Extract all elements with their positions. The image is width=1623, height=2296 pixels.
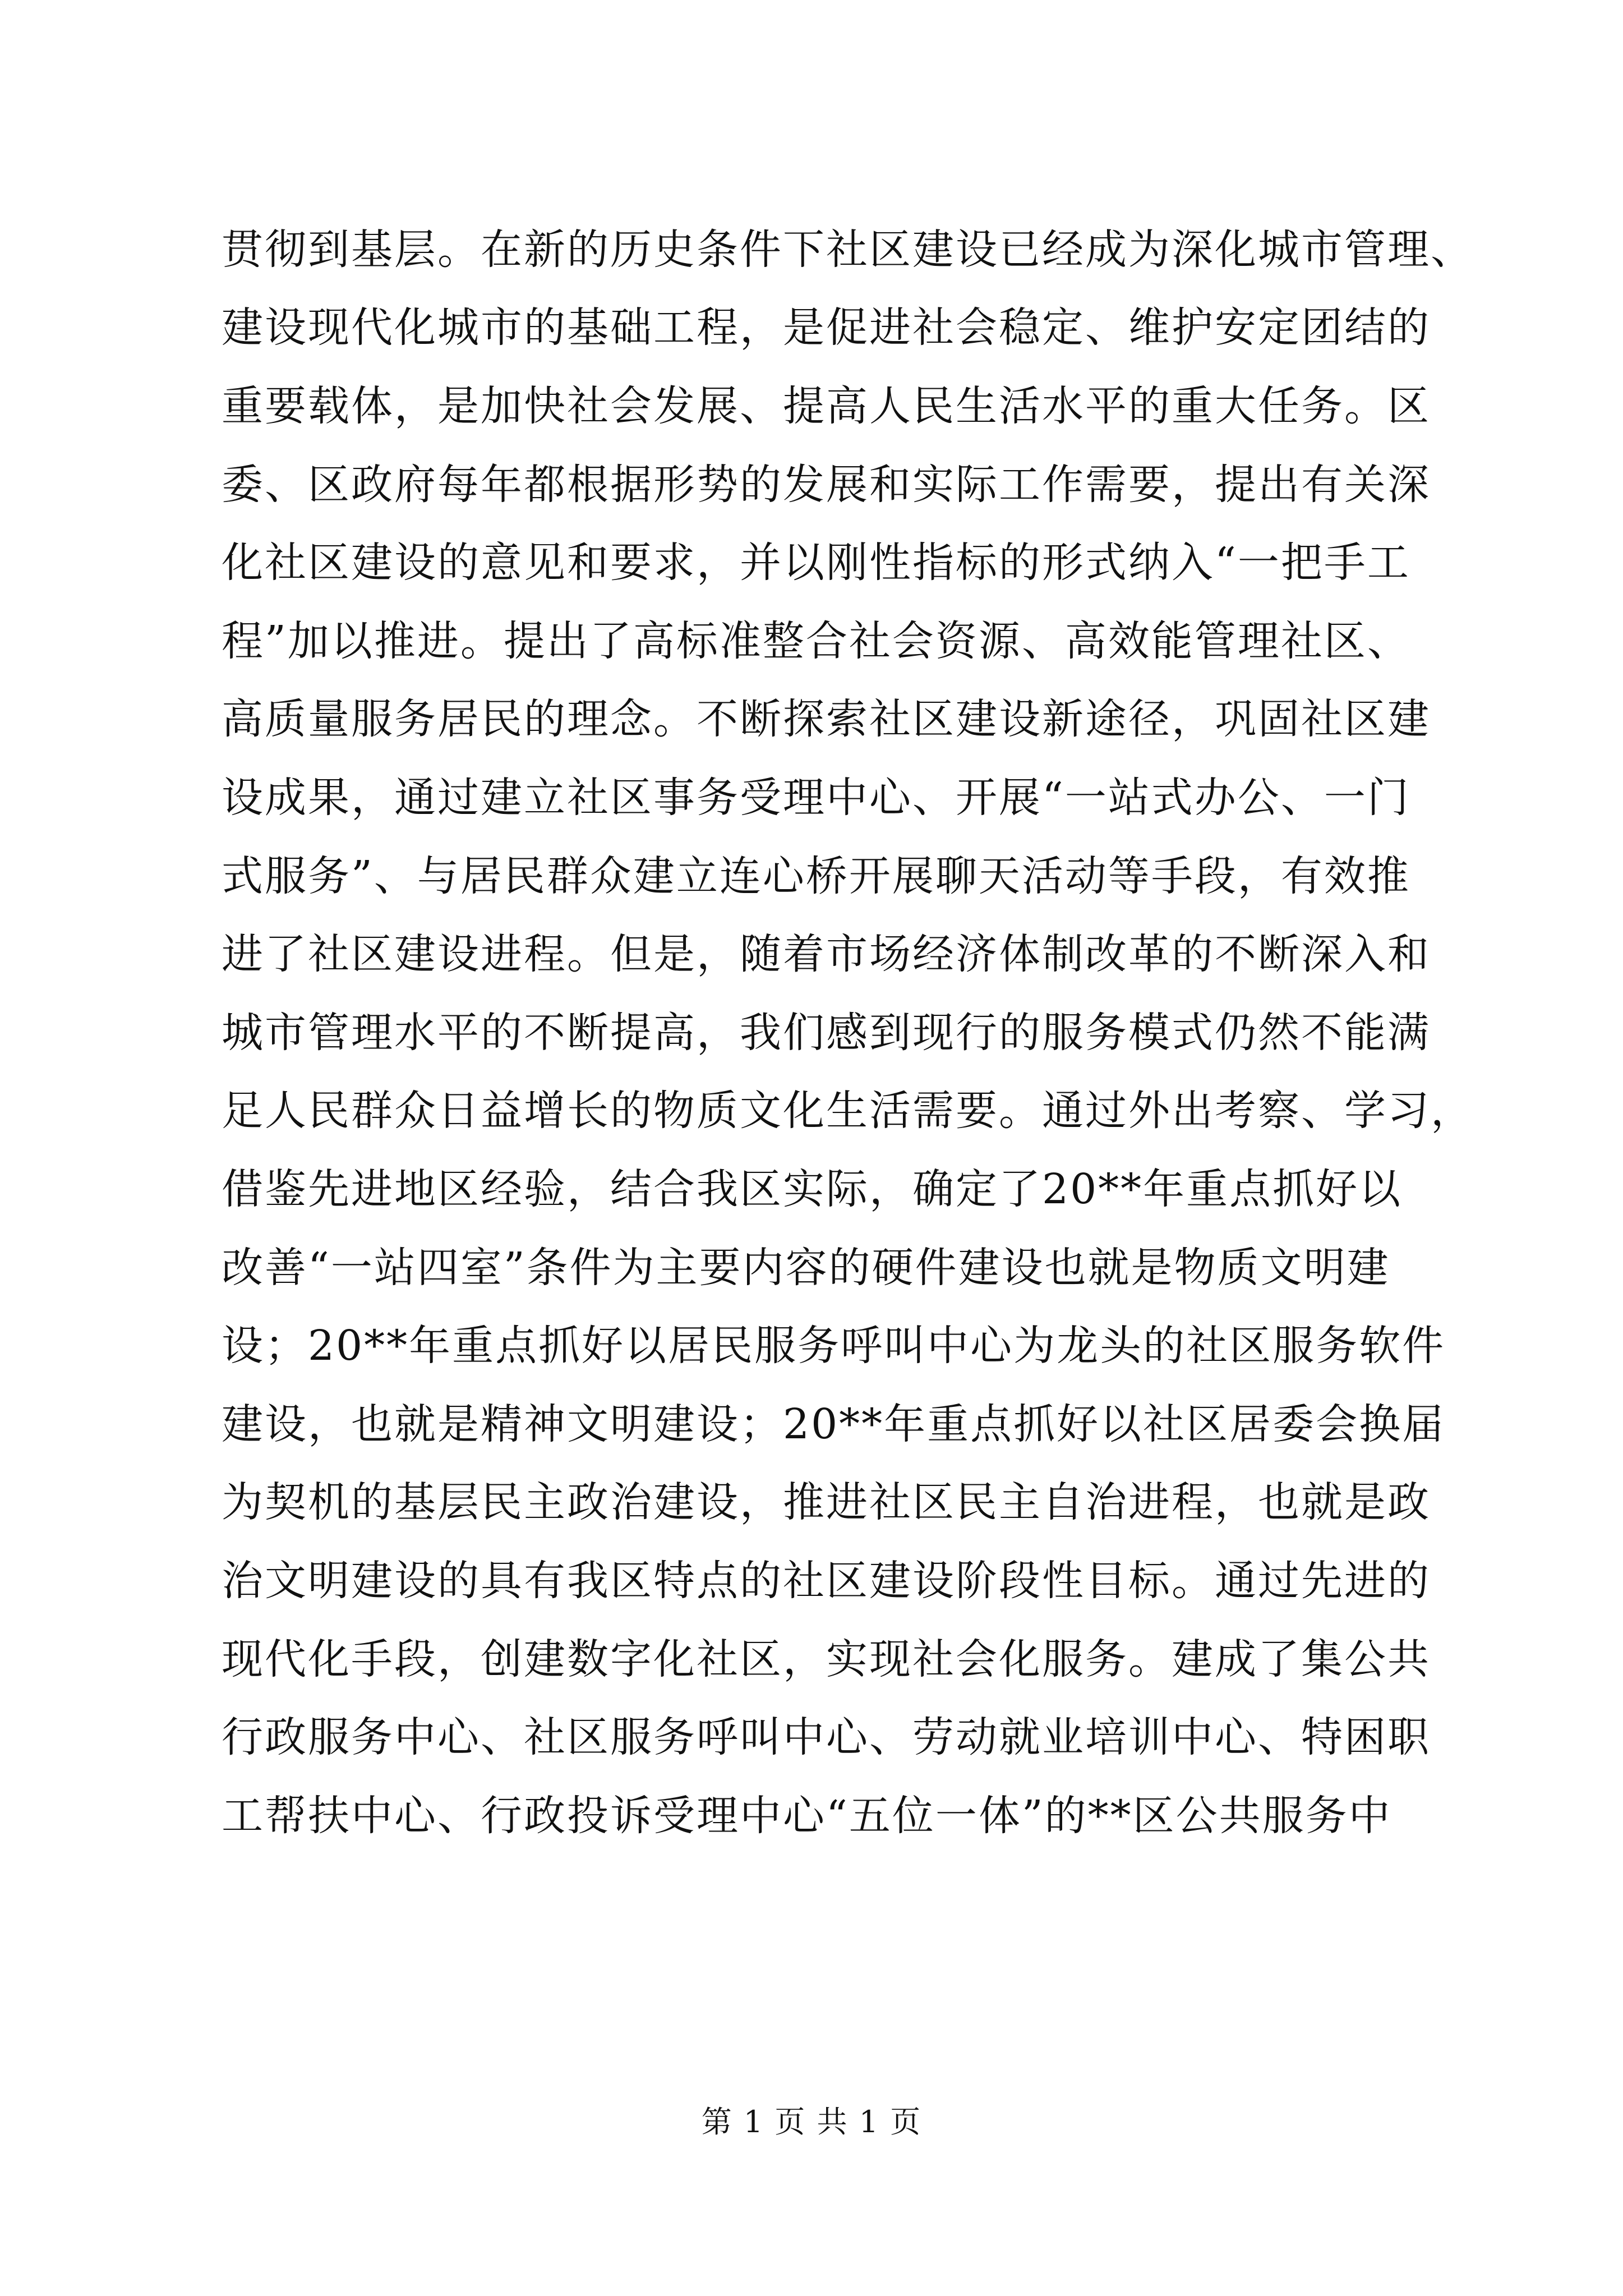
text-line: 进了社区建设进程。但是，随着市场经济体制改革的不断深入和 [222, 930, 1431, 978]
text-line: 委、区政府每年都根据形势的发展和实际工作需要，提出有关深 [222, 461, 1431, 509]
text-line: 为契机的基层民主政治建设，推进社区民主自治进程，也就是政 [222, 1478, 1431, 1526]
text-line: 式服务”、与居民群众建立连心桥开展聊天活动等手段，有效推 [222, 852, 1410, 900]
text-line: 重要载体，是加快社会发展、提高人民生活水平的重大任务。区 [222, 382, 1431, 430]
text-line: 化社区建设的意见和要求，并以刚性指标的形式纳入“一把手工 [222, 539, 1410, 587]
text-line: 现代化手段，创建数字化社区，实现社会化服务。建成了集公共 [222, 1635, 1431, 1683]
text-line: 建设，也就是精神文明建设；20**年重点抓好以社区居委会换届 [222, 1400, 1446, 1448]
text-line: 治文明建设的具有我区特点的社区建设阶段性目标。通过先进的 [222, 1557, 1431, 1605]
text-line: 改善“一站四室”条件为主要内容的硬件建设也就是物质文明建 [222, 1244, 1390, 1292]
text-line: 设；20**年重点抓好以居民服务呼叫中心为龙头的社区服务软件 [222, 1322, 1446, 1370]
text-line: 设成果，通过建立社区事务受理中心、开展“一站式办公、一门 [222, 774, 1410, 822]
text-line: 贯彻到基层。在新的历史条件下社区建设已经成为深化城市管理、 [222, 226, 1474, 274]
text-line: 工帮扶中心、行政投诉受理中心“五位一体”的**区公共服务中 [222, 1792, 1392, 1840]
text-line: 程”加以推进。提出了高标准整合社会资源、高效能管理社区、 [222, 617, 1410, 665]
text-line: 足人民群众日益增长的物质文化生活需要。通过外出考察、学习， [222, 1087, 1474, 1135]
text-line: 城市管理水平的不断提高，我们感到现行的服务模式仍然不能满 [222, 1009, 1431, 1057]
text-line: 借鉴先进地区经验，结合我区实际，确定了20**年重点抓好以 [222, 1165, 1403, 1213]
page-number-footer: 第 1 页 共 1 页 [701, 2104, 922, 2139]
text-line: 行政服务中心、社区服务呼叫中心、劳动就业培训中心、特困职 [222, 1713, 1431, 1761]
text-line: 高质量服务居民的理念。不断探索社区建设新途径，巩固社区建 [222, 695, 1431, 743]
text-line: 建设现代化城市的基础工程，是促进社会稳定、维护安定团结的 [222, 303, 1431, 352]
